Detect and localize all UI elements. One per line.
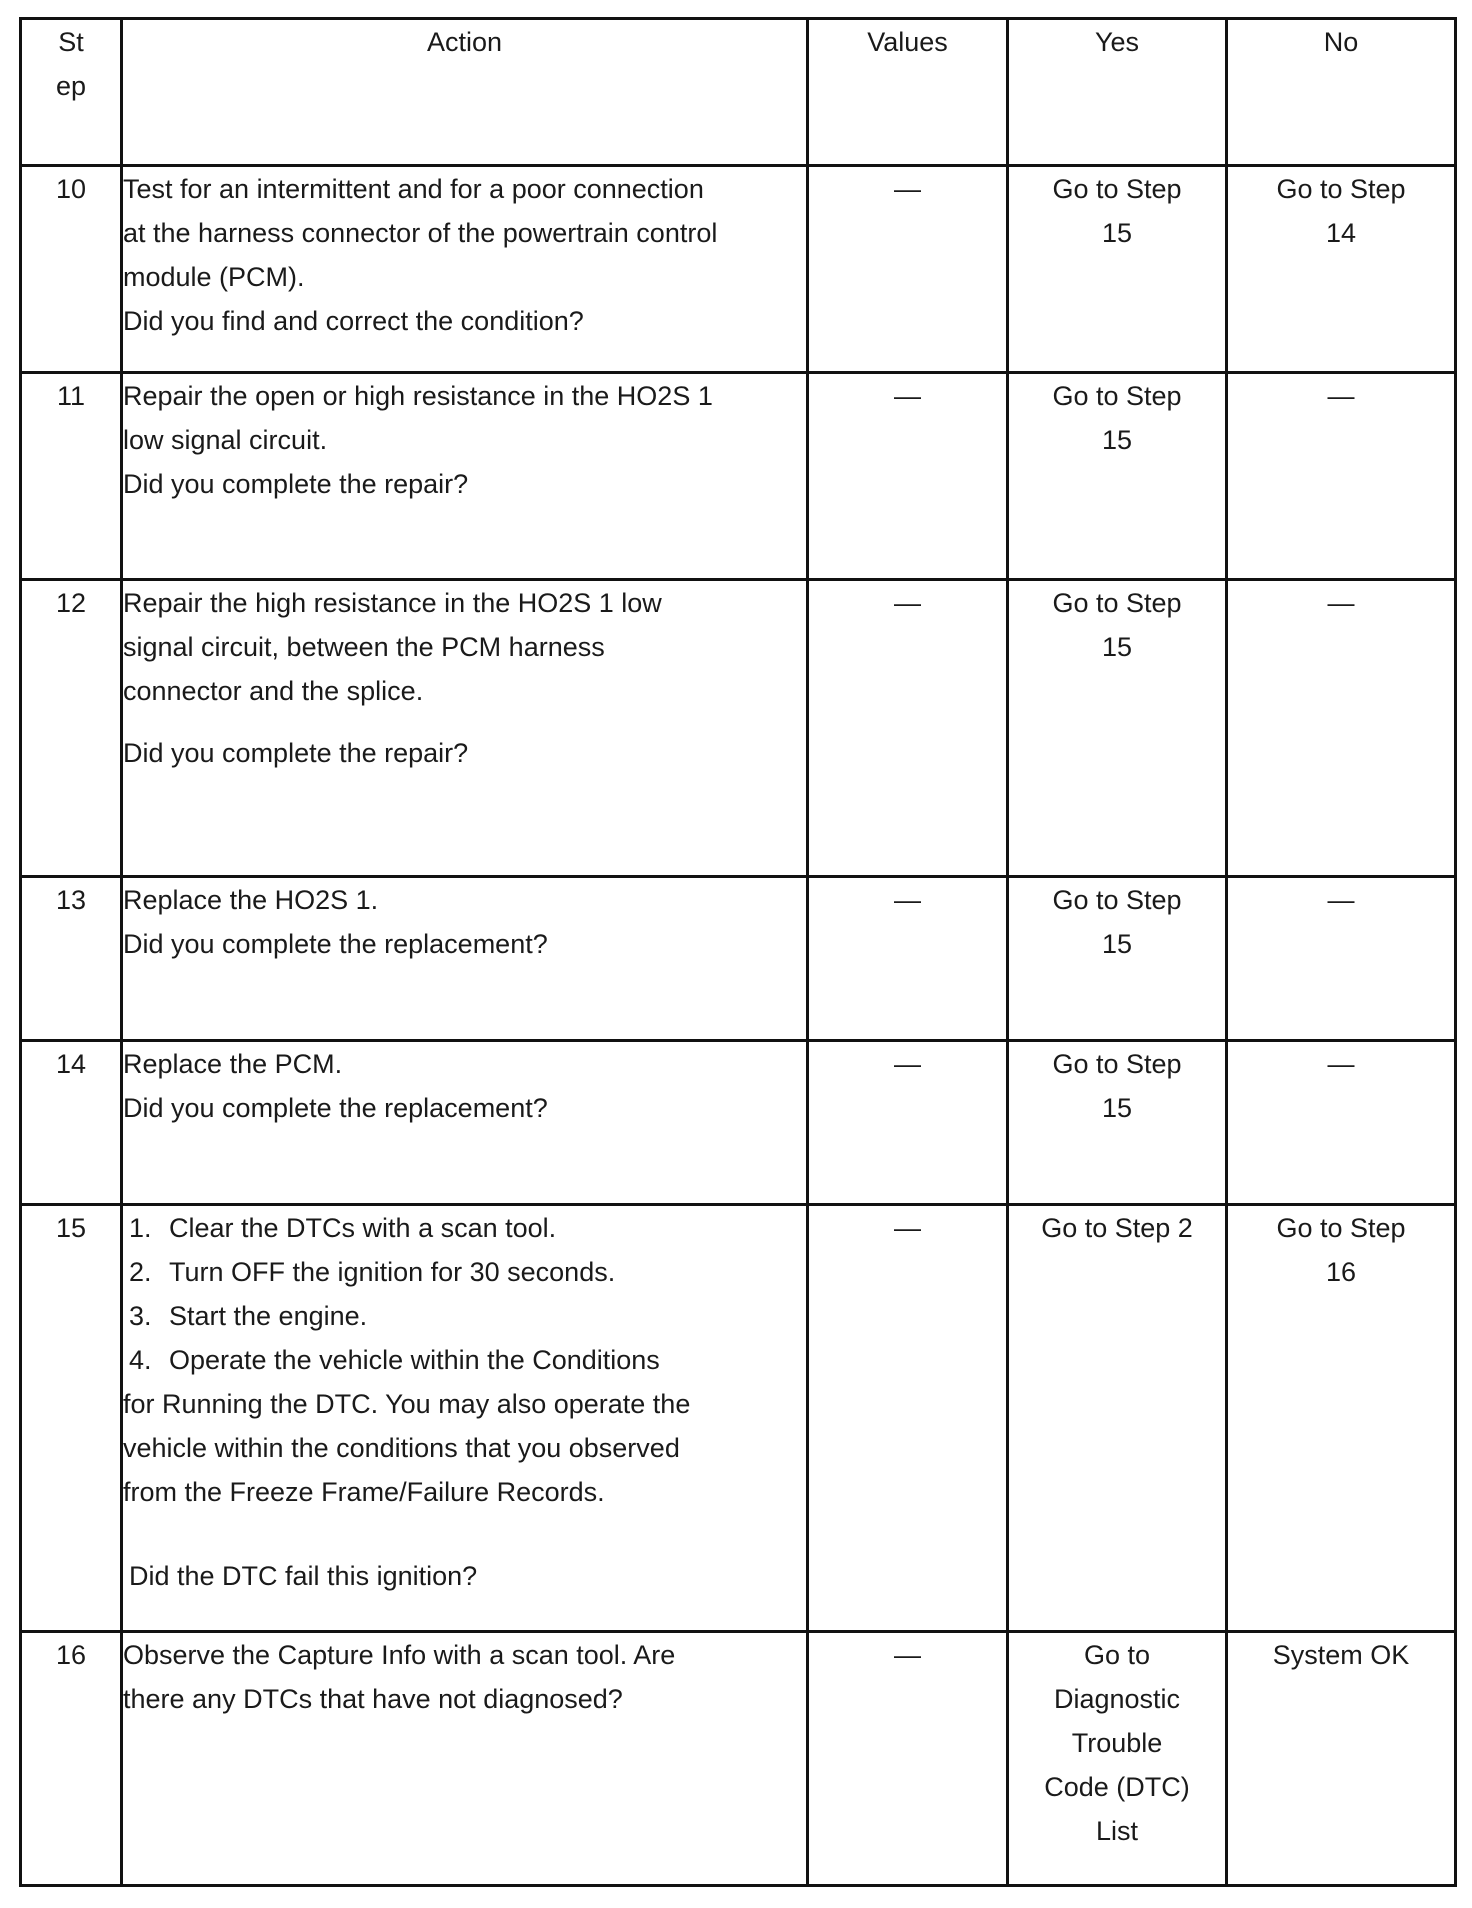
header-values: Values [808, 19, 1008, 166]
no-cell: — [1227, 877, 1456, 1041]
no-cell: Go to Step 14 [1227, 166, 1456, 373]
table-row [21, 1632, 1456, 1886]
values-cell: — [808, 877, 1008, 1041]
action-cell: Replace the PCM. Did you complete the replacement? [122, 1041, 808, 1205]
values-cell: — [808, 1205, 1008, 1632]
list-item: 4. Operate the vehicle within the Conditions [129, 1345, 660, 1375]
step-number: 12 [21, 580, 122, 877]
action-cell: Test for an intermittent and for a poor connection at the harness connector of the powertrain control module (PCM). Did you find and correct the condition? [122, 166, 808, 373]
table-row [21, 1041, 1456, 1205]
header-action: Action [122, 19, 808, 166]
header-step: St ep [21, 19, 122, 166]
header-yes: Yes [1008, 19, 1227, 166]
table-row [21, 373, 1456, 580]
action-question: Did you complete the repair? [123, 469, 469, 499]
action-cell: Repair the open or high resistance in the HO2S 1 low signal circuit. Did you complete the repair? [122, 373, 808, 580]
list-item: 3. Start the engine. [129, 1301, 368, 1331]
values-cell: — [808, 1041, 1008, 1205]
yes-cell: Go to Diagnostic Trouble Code (DTC) List [1008, 1632, 1227, 1886]
table-row [21, 877, 1456, 1041]
step-number: 14 [21, 1041, 122, 1205]
step-number: 10 [21, 166, 122, 373]
values-cell: — [808, 373, 1008, 580]
no-cell: — [1227, 580, 1456, 877]
action-question: Did you find and correct the condition? [123, 306, 584, 336]
values-cell: — [808, 1632, 1008, 1886]
values-cell: — [808, 166, 1008, 373]
values-cell: — [808, 580, 1008, 877]
diagnostic-table [19, 17, 1457, 1887]
step-number: 15 [21, 1205, 122, 1632]
table-row [21, 1205, 1456, 1632]
action-cell: Repair the high resistance in the HO2S 1 low signal circuit, between the PCM harness connector and the splice. Did you complete the repair? [122, 580, 808, 877]
no-cell: System OK [1227, 1632, 1456, 1886]
yes-cell: Go to Step 15 [1008, 1041, 1227, 1205]
header-no: No [1227, 19, 1456, 166]
yes-cell: Go to Step 15 [1008, 877, 1227, 1041]
yes-cell: Go to Step 15 [1008, 166, 1227, 373]
table-row [21, 166, 1456, 373]
action-question: Did you complete the replacement? [123, 1093, 548, 1123]
no-cell: — [1227, 373, 1456, 580]
action-question: Did the DTC fail this ignition? [129, 1561, 478, 1591]
step-number: 11 [21, 373, 122, 580]
no-cell: — [1227, 1041, 1456, 1205]
action-cell: 1. Clear the DTCs with a scan tool. 2. Turn OFF the ignition for 30 seconds. 3. Start the engine. 4. Operate the vehicle within the Conditions for Running the DTC. You may also operate the vehicle within the conditions that you observed from the Freeze Frame/Failure Records. Did the DTC fail this ignition? [122, 1205, 808, 1632]
numbered-steps [123, 1206, 806, 1382]
step-number: 13 [21, 877, 122, 1041]
yes-cell: Go to Step 15 [1008, 580, 1227, 877]
list-item: 1. Clear the DTCs with a scan tool. [129, 1213, 557, 1243]
yes-cell: Go to Step 2 [1008, 1205, 1227, 1632]
action-cell: Replace the HO2S 1. Did you complete the replacement? [122, 877, 808, 1041]
action-question: Did you complete the replacement? [123, 929, 548, 959]
step-number: 16 [21, 1632, 122, 1886]
action-question: Did you complete the repair? [123, 738, 469, 768]
no-cell: Go to Step 16 [1227, 1205, 1456, 1632]
yes-cell: Go to Step 15 [1008, 373, 1227, 580]
header-row [21, 19, 1456, 166]
list-item: 2. Turn OFF the ignition for 30 seconds. [129, 1257, 616, 1287]
table-row [21, 580, 1456, 877]
action-cell: Observe the Capture Info with a scan tool. Are there any DTCs that have not diagnosed? [122, 1632, 808, 1886]
